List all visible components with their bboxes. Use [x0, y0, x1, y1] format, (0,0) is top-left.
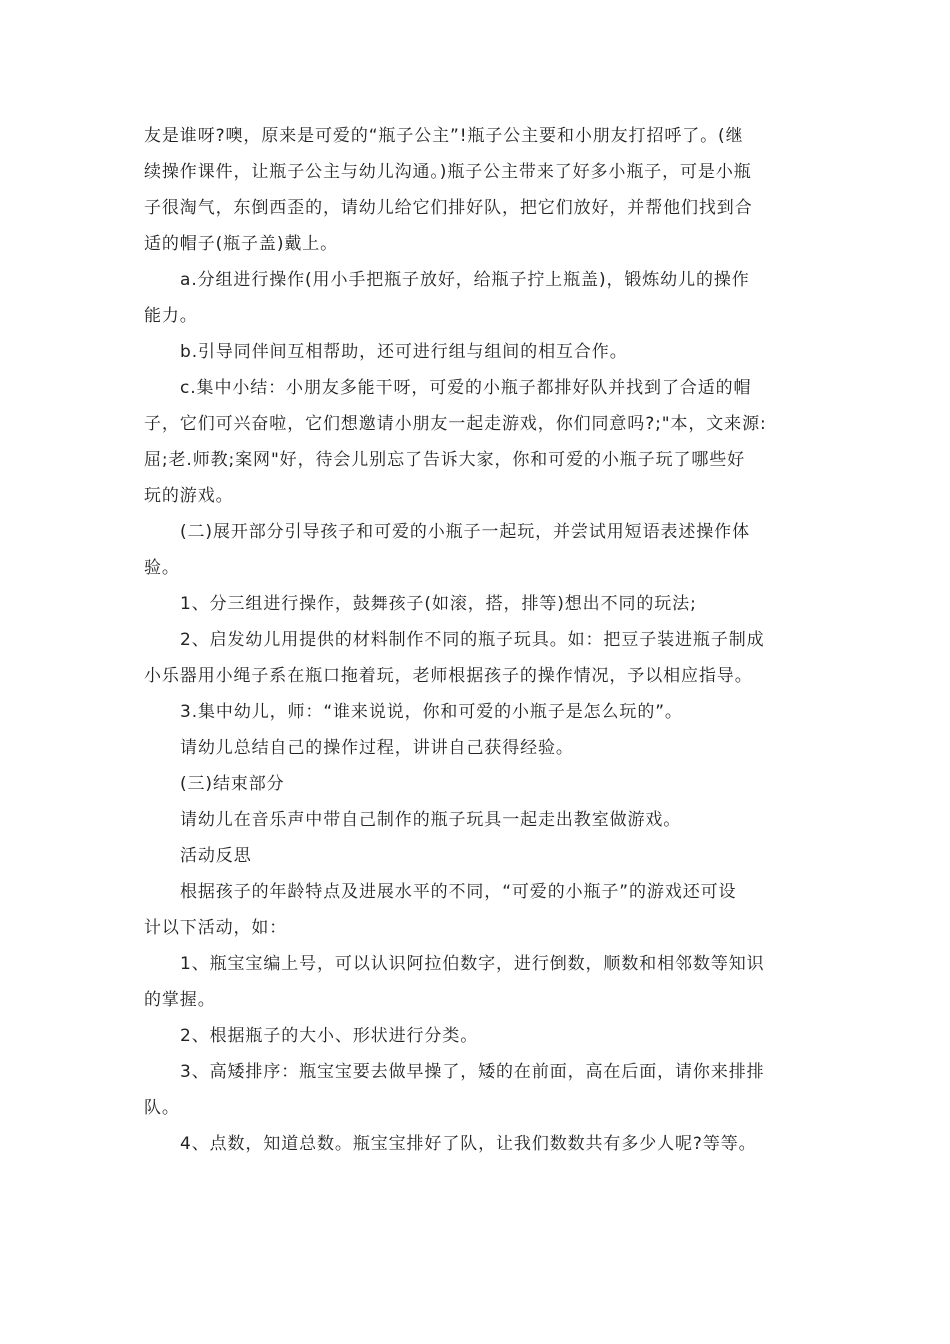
text-line: 请幼儿在音乐声中带自己制作的瓶子玩具一起走出教室做游戏。	[180, 810, 682, 830]
text-line: 3、高矮排序：瓶宝宝要去做早操了，矮的在前面，高在后面，请你来排排	[180, 1062, 765, 1082]
paragraph	[144, 118, 808, 262]
text-line: 子很淘气，东倒西歪的，请幼儿给它们排好队，把它们放好，并帮他们找到合	[144, 198, 753, 218]
text-line: 续操作课件，让瓶子公主与幼儿沟通。)瓶子公主带来了好多小瓶子，可是小瓶	[144, 162, 752, 182]
paragraph	[144, 1126, 808, 1162]
paragraph	[144, 262, 808, 334]
text-line: 1、分三组进行操作，鼓舞孩子(如滚，搭，排等)想出不同的玩法;	[180, 594, 697, 614]
paragraph	[144, 586, 808, 622]
text-line: 适的帽子(瓶子盖)戴上。	[144, 234, 339, 254]
paragraph	[144, 334, 808, 370]
section-heading: 活动反思	[180, 846, 252, 866]
paragraph	[144, 1054, 808, 1126]
text-line: a.分组进行操作(用小手把瓶子放好，给瓶子拧上瓶盖)，锻炼幼儿的操作	[180, 270, 750, 290]
paragraph	[144, 946, 808, 1018]
paragraph	[144, 514, 808, 586]
paragraph	[144, 694, 808, 730]
paragraph	[144, 370, 808, 514]
section-heading: (二)展开部分引导孩子和可爱的小瓶子一起玩，并尝试用短语表述操作体	[180, 522, 750, 542]
text-line: 1、瓶宝宝编上号，可以认识阿拉伯数字，进行倒数，顺数和相邻数等知识	[180, 954, 765, 974]
text-line: c.集中小结：小朋友多能干呀，可爱的小瓶子都排好队并找到了合适的帽	[180, 378, 752, 398]
section-heading: (三)结束部分	[180, 774, 285, 794]
paragraph	[144, 874, 808, 946]
text-line: 计以下活动，如：	[144, 918, 288, 938]
text-line: 请幼儿总结自己的操作过程，讲讲自己获得经验。	[180, 738, 574, 758]
text-line: 2、根据瓶子的大小、形状进行分类。	[180, 1026, 479, 1046]
text-line: 子，它们可兴奋啦，它们想邀请小朋友一起走游戏，你们同意吗?;"本，文来源:	[144, 414, 767, 434]
paragraph	[144, 730, 808, 766]
text-line: 根据孩子的年龄特点及进展水平的不同，“可爱的小瓶子”的游戏还可设	[180, 882, 737, 902]
document-body	[144, 118, 808, 1162]
text-line: 友是谁呀?噢，原来是可爱的“瓶子公主”!瓶子公主要和小朋友打招呼了。(继	[144, 126, 744, 146]
text-line: 验。	[144, 558, 180, 578]
text-line: 2、启发幼儿用提供的材料制作不同的瓶子玩具。如：把豆子装进瓶子制成	[180, 630, 765, 650]
text-line: 小乐器用小绳子系在瓶口拖着玩，老师根据孩子的操作情况，予以相应指导。	[144, 666, 753, 686]
text-line: 屈;老.师教;案网"好，待会儿别忘了告诉大家，你和可爱的小瓶子玩了哪些好	[144, 450, 746, 470]
paragraph	[144, 766, 808, 802]
paragraph	[144, 838, 808, 874]
text-line: 能力。	[144, 306, 198, 326]
text-line: 3.集中幼儿，师：“谁来说说，你和可爱的小瓶子是怎么玩的”。	[180, 702, 683, 722]
text-line: 玩的游戏。	[144, 486, 234, 506]
text-line: b.引导同伴间互相帮助，还可进行组与组间的相互合作。	[180, 342, 628, 362]
paragraph	[144, 802, 808, 838]
text-line: 4、点数，知道总数。瓶宝宝排好了队，让我们数数共有多少人呢?等等。	[180, 1134, 757, 1154]
text-line: 队。	[144, 1098, 180, 1118]
paragraph	[144, 1018, 808, 1054]
text-line: 的掌握。	[144, 990, 216, 1010]
paragraph	[144, 622, 808, 694]
